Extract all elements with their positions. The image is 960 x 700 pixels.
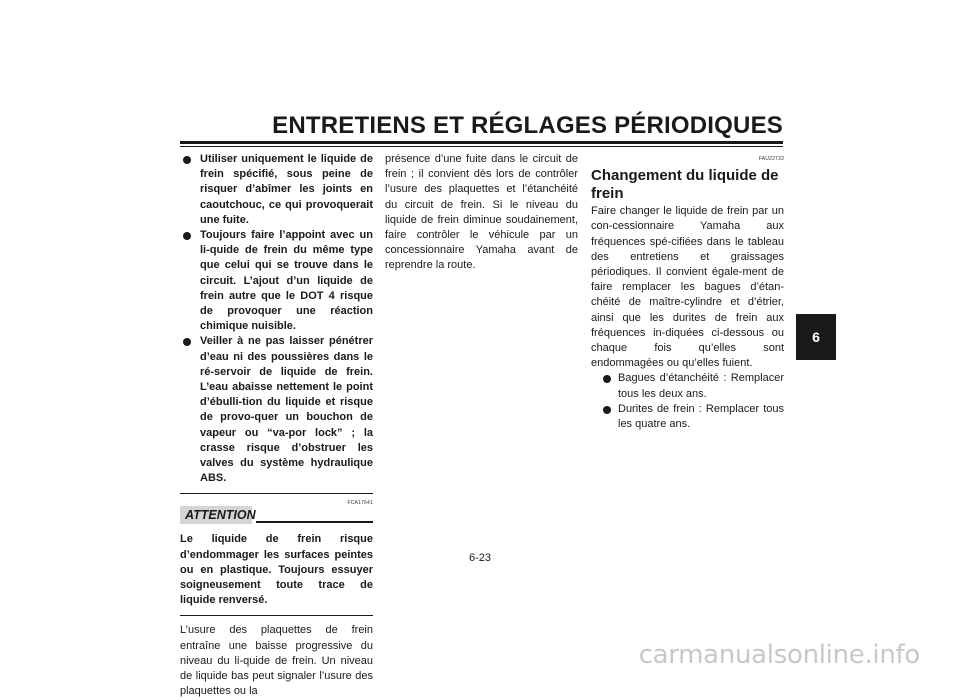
bullet-icon bbox=[183, 338, 191, 346]
divider bbox=[180, 493, 373, 494]
list-item-text: Durites de frein : Remplacer tous les quatre ans. bbox=[618, 402, 784, 431]
warning-text: Veiller à ne pas laisser pénétrer d’eau ni des poussières dans le ré-servoir de liquide de frein. L’eau abaisse nettement le point d’ébulli-tion du liquide et risque de provo-quer un bouchon de vapeur ou “va-por lock” ; la crasse risque d’obstruer les valves du système hydraulique ABS. bbox=[200, 335, 373, 485]
bullet-icon bbox=[183, 156, 191, 164]
chapter-tab: 6 bbox=[796, 314, 836, 360]
bullet-icon bbox=[603, 375, 611, 383]
section-title: Changement du liquide de frein bbox=[591, 167, 779, 203]
attention-badge: ATTENTION bbox=[180, 506, 252, 524]
list-item bbox=[601, 371, 784, 401]
list-item-text: Bagues d’étanchéité : Remplacer tous les deux ans. bbox=[618, 372, 784, 400]
reference-code: FCA17641 bbox=[347, 500, 373, 507]
body-paragraph: L’usure des plaquettes de frein entraîne une baisse progressive du niveau du li-quide de frein. Un niveau de liquide bas peut signaler l’usure des plaquettes ou la bbox=[180, 624, 373, 698]
warning-item bbox=[180, 334, 373, 486]
header-rule-thin bbox=[180, 146, 783, 147]
body-paragraph: présence d’une fuite dans le circuit de frein ; il convient dès lors de contrôler l’usure des plaquettes et l’étanchéité du circuit de frein. Si le niveau du liquide de frein diminue soudainement, faire contrôler le véhicule par un concessionnaire Yamaha avant de reprendre la route. bbox=[385, 153, 578, 272]
column-right bbox=[591, 152, 784, 432]
list-item bbox=[601, 402, 784, 432]
watermark: carmanualsonline.info bbox=[638, 640, 920, 670]
warning-text: Toujours faire l’appoint avec un li-quide de frein du même type que celui qui se trouve dans le circuit. L’ajout d’un liquide de frein autre que le DOT 4 risque de provoquer une réaction chimique nuisible. bbox=[200, 229, 373, 333]
warning-list bbox=[180, 152, 373, 486]
attention-rule bbox=[256, 521, 373, 523]
attention-header bbox=[180, 500, 373, 528]
page-number: 6-23 bbox=[468, 552, 492, 564]
divider bbox=[180, 615, 373, 616]
warning-item bbox=[180, 228, 373, 334]
reference-code: FAU22733 bbox=[758, 156, 784, 162]
warning-text: Utiliser uniquement le liquide de frein spécifié, sous peine de risquer d’abîmer les joints en caoutchouc, ce qui provoquerait une fuite. bbox=[200, 153, 373, 226]
header-rule bbox=[180, 141, 783, 144]
warning-item bbox=[180, 152, 373, 228]
column-left bbox=[180, 152, 373, 700]
bullet-icon bbox=[183, 232, 191, 240]
column-middle bbox=[385, 152, 578, 274]
body-paragraph: Faire changer le liquide de frein par un con-cessionnaire Yamaha aux fréquences spé-cifiées dans le tableau des entretiens et graissages périodiques. Il convient égale-ment de faire remplacer les bagues d’étan-chéité de maître-cylindre et d’étrier, ainsi que les durites de frein aux fréquences in-diquées ci-dessous ou chaque fois qu’elles sont endommagées ou qu’elles fuient. bbox=[591, 205, 784, 370]
replacement-list bbox=[591, 371, 784, 432]
page-title: ENTRETIENS ET RÉGLAGES PÉRIODIQUES bbox=[272, 112, 783, 139]
attention-text: Le liquide de frein risque d’endommager les surfaces peintes ou en plastique. Toujours essuyer soigneusement toute trace de liquide renversé. bbox=[180, 533, 373, 607]
bullet-icon bbox=[603, 406, 611, 414]
